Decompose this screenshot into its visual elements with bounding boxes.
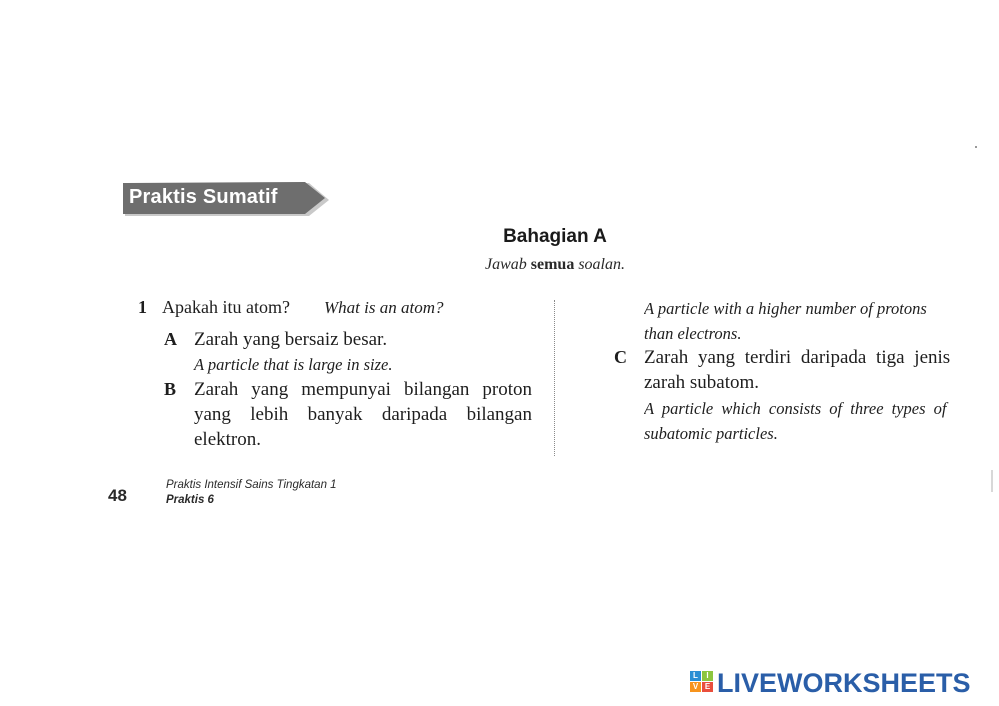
option-b-text-ms: Zarah yang mempunyai bilangan proton yang lebih banyak daripada bilangan elektron. [194,379,532,450]
liveworksheets-icon [690,671,714,693]
option-c-text-en-line2: subatomic particles. [644,424,778,443]
scan-speck [975,146,977,148]
option-c-text-en-line1: A particle which consists of three types of [644,399,947,418]
question-text-ms: Apakah itu atom? [162,297,290,317]
banner-label: Praktis Sumatif [129,186,278,208]
lw-icon-letter-4: E [702,682,713,692]
lw-icon-letter-3: V [690,682,701,692]
book-title: Praktis Intensif Sains Tingkatan 1 [166,479,337,491]
option-a-text-en: A particle that is large in size. [194,355,393,374]
option-b-letter: B [164,379,177,399]
instruction-part-1: Jawab [484,256,527,273]
practice-label: Praktis 6 [166,494,214,506]
scan-edge [991,470,993,492]
column-divider [554,300,555,456]
option-c-letter: C [614,347,627,367]
option-b-text-en-line2: than electrons. [644,324,742,343]
option-c-text-ms-line2: zarah subatom. [644,372,760,393]
option-a-text-ms: Zarah yang bersaiz besar. [194,329,388,350]
section-instruction [430,256,680,274]
liveworksheets-text: LIVEWORKSHEETS [717,668,971,698]
lw-icon-letter-2: I [702,671,713,681]
instruction-part-2: soalan. [578,256,625,273]
question-number: 1 [138,297,147,317]
option-b-text-en-line1: A particle with a higher number of protons [644,299,927,318]
lw-icon-letter-1: L [690,671,701,681]
section-title: Bahagian A [503,226,607,247]
page-number: 48 [108,486,127,505]
question-text-en: What is an atom? [324,298,444,317]
option-a-letter: A [164,329,177,349]
option-c-text-ms-line1: Zarah yang terdiri daripada tiga jenis [644,347,951,368]
instruction-emphasis: semua [530,256,575,273]
section-banner [123,182,331,218]
